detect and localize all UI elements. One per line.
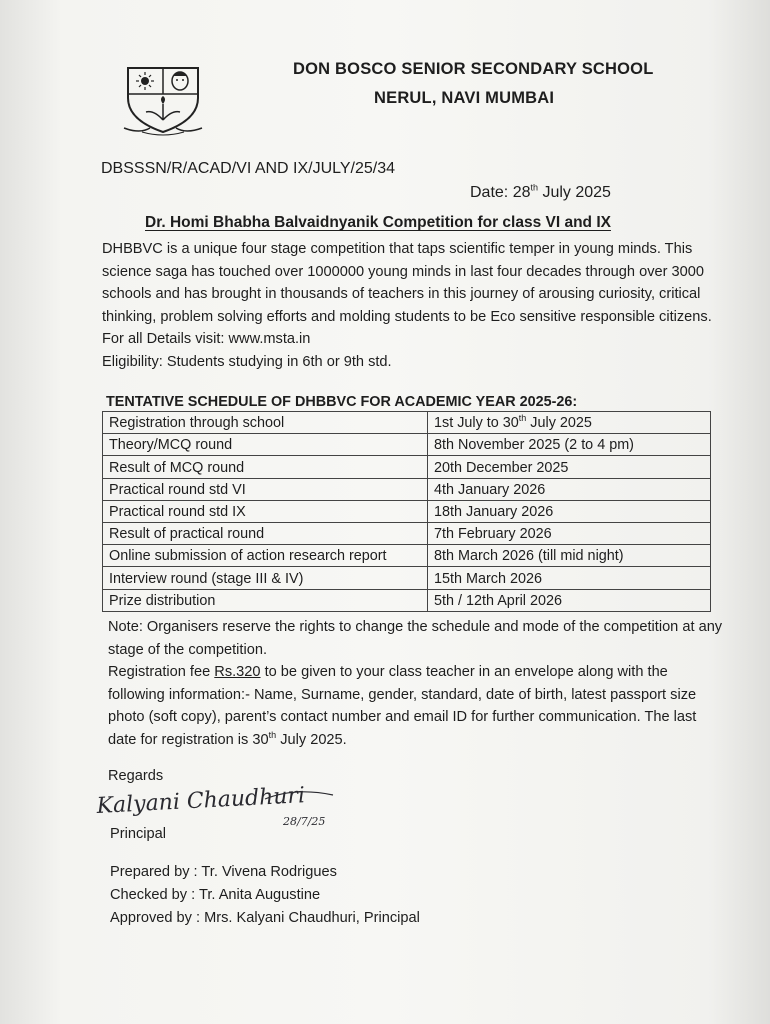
principal-label: Principal	[110, 826, 166, 842]
signature-date-text: 28/7/25	[283, 815, 326, 828]
instructions-section	[108, 616, 728, 751]
table-row	[103, 522, 711, 544]
event-cell: Registration through school	[103, 412, 428, 434]
approved-by: Approved by : Mrs. Kalyani Chaudhuri, Principal	[110, 910, 420, 926]
event-cell: Online submission of action research report	[103, 545, 428, 567]
date-cell: 15th March 2026	[428, 567, 711, 589]
registration-fee: Rs.320	[214, 664, 261, 680]
reference-number: DBSSSN/R/ACAD/VI AND IX/JULY/25/34	[101, 160, 396, 177]
registration-details: to be given to your class teacher in an envelope along with the following information:- Name, Surname, gender, standard, date of birth, latest passport size photo (soft copy), parent’s contact number and email ID for further communication. The last date for registration is 30	[108, 664, 697, 748]
credits-section	[110, 861, 420, 930]
table-row	[103, 412, 711, 434]
table-row	[103, 456, 711, 478]
registration-date-ordinal: th	[268, 729, 277, 740]
regards-text: Regards	[108, 768, 164, 784]
organiser-note: Note: Organisers reserve the rights to change the schedule and mode of the competition at any stage of the competition.	[108, 619, 723, 658]
date-prefix: Date: 28	[470, 184, 531, 201]
event-cell: Practical round std VI	[103, 478, 428, 500]
school-crest-logo	[120, 62, 206, 138]
checked-by: Checked by : Tr. Anita Augustine	[110, 887, 321, 903]
details-link: For all Details visit: www.msta.in	[102, 331, 311, 347]
event-cell: Result of practical round	[103, 522, 428, 544]
signature-name-text: Kalyani Chaudhuri	[96, 783, 306, 819]
date-cell: 8th March 2026 (till mid night)	[428, 545, 711, 567]
event-cell: Practical round std IX	[103, 500, 428, 522]
registration-instructions	[108, 661, 728, 751]
table-row	[103, 567, 711, 589]
event-cell: Prize distribution	[103, 589, 428, 611]
registration-date-suffix: July 2025.	[276, 731, 347, 748]
event-cell: Interview round (stage III & IV)	[103, 567, 428, 589]
schedule-title: TENTATIVE SCHEDULE OF DHBBVC FOR ACADEMIC YEAR 2025-26:	[106, 394, 578, 410]
date-ordinal: th	[530, 182, 538, 193]
date-suffix: July 2025	[538, 184, 611, 201]
event-cell: Theory/MCQ round	[103, 434, 428, 456]
date-cell	[428, 412, 711, 434]
date-cell: 20th December 2025	[428, 456, 711, 478]
date-cell: 5th / 12th April 2026	[428, 589, 711, 611]
date-cell: 4th January 2026	[428, 478, 711, 500]
table-row	[103, 545, 711, 567]
date-cell: 7th February 2026	[428, 522, 711, 544]
registration-prefix: Registration fee	[108, 664, 215, 680]
document-date	[470, 184, 611, 202]
prepared-by: Prepared by : Tr. Vivena Rodrigues	[110, 864, 337, 880]
circular-heading: Dr. Homi Bhabha Balvaidnyanik Competition for class VI and IX	[145, 214, 611, 231]
eligibility-text: Eligibility: Students studying in 6th or 9th std.	[102, 353, 392, 370]
school-location: NERUL, NAVI MUMBAI	[374, 89, 555, 107]
schedule-table	[102, 411, 711, 612]
competition-description: DHBBVC is a unique four stage competition that taps scientific temper in young minds. This science saga has touched over 1000000 young minds in last four decades through over 3000 schools and has brought in thousands of teachers in this journey of arousing curiosity, critical thinking, problem solving efforts and molding students to be Eco sensitive responsible citizens.	[102, 241, 712, 325]
school-name: DON BOSCO SENIOR SECONDARY SCHOOL	[293, 60, 654, 78]
table-row	[103, 478, 711, 500]
date-cell: 18th January 2026	[428, 500, 711, 522]
date-cell: 8th November 2025 (2 to 4 pm)	[428, 434, 711, 456]
table-row	[103, 434, 711, 456]
intro-section	[102, 238, 722, 373]
date-cell-ordinal: th	[518, 413, 527, 424]
table-row	[103, 500, 711, 522]
date-cell-suffix: July 2025	[526, 415, 592, 432]
date-cell-text: 1st July to 30	[434, 415, 519, 432]
event-cell: Result of MCQ round	[103, 456, 428, 478]
table-row	[103, 589, 711, 611]
